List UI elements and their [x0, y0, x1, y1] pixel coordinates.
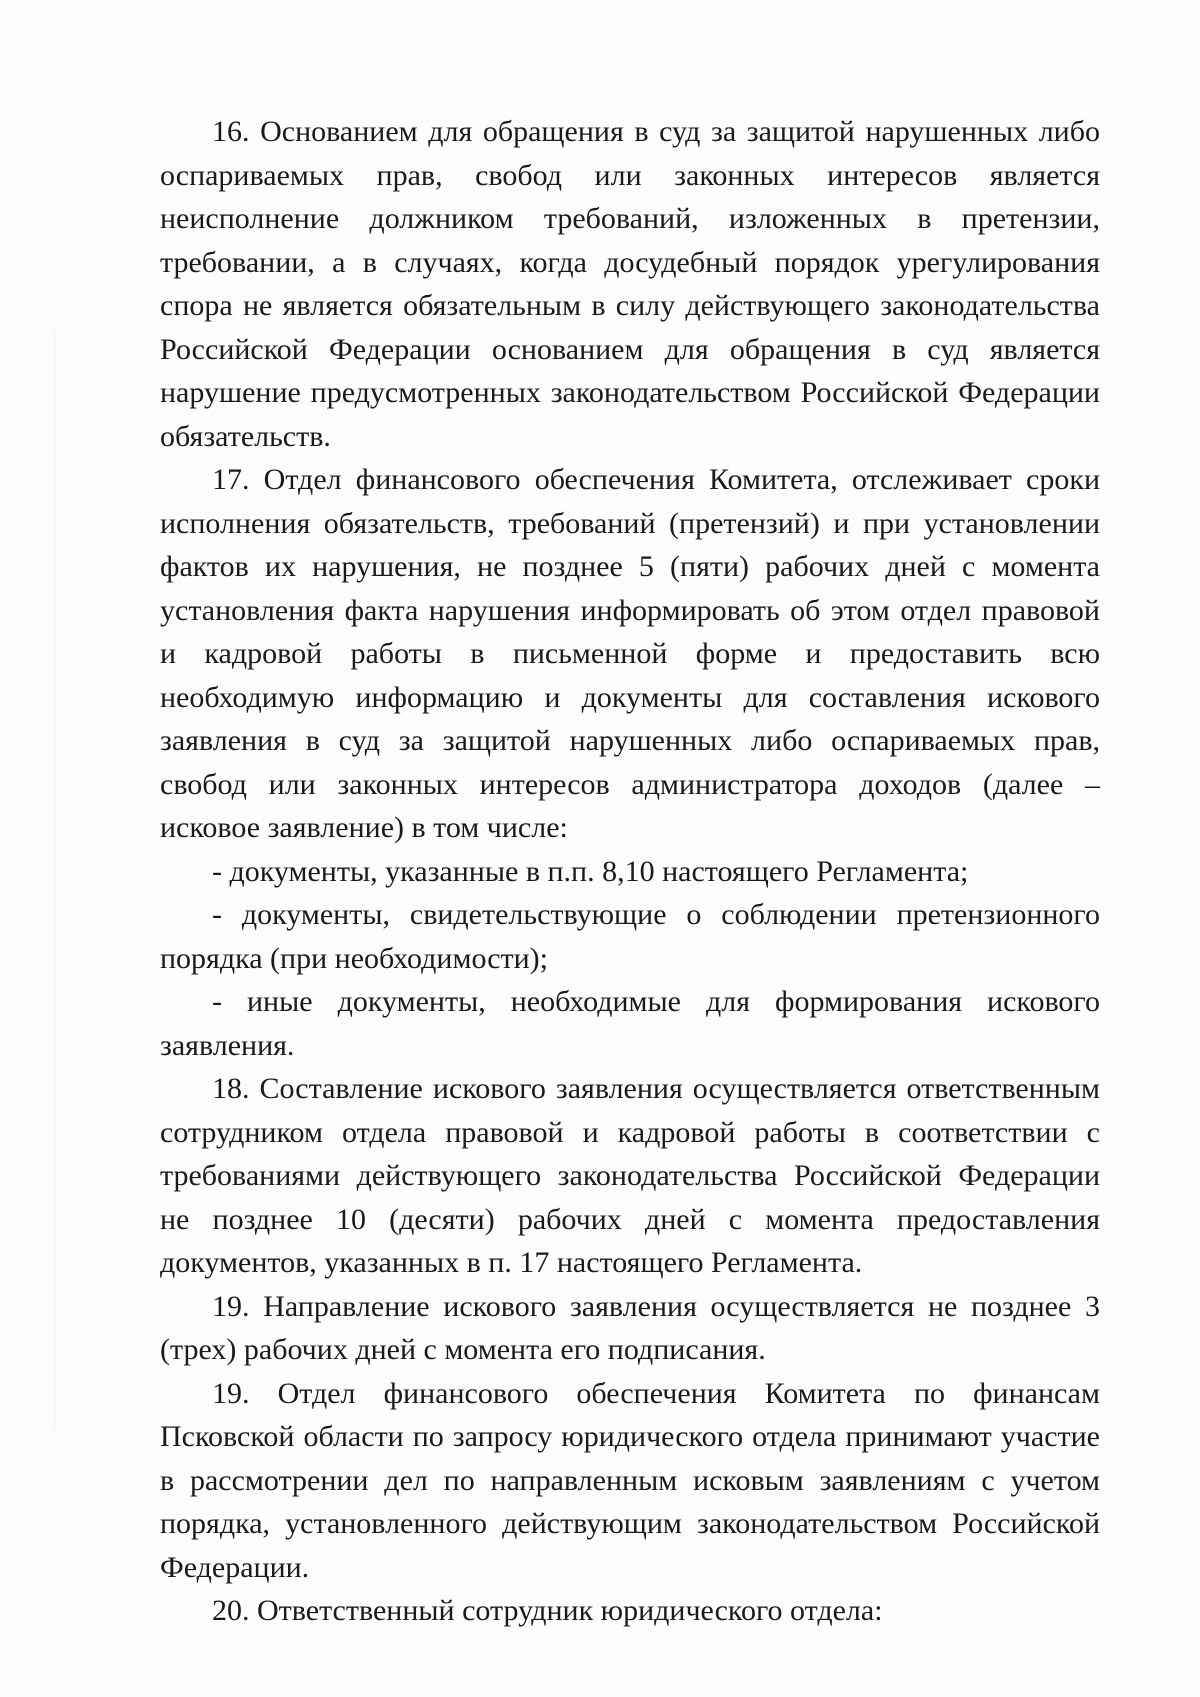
paragraph-18: 18. Составление искового заявления осуществляется ответственным сотрудником отдела правовой и кадровой работы в соответствии с требованиями действующего законодательства Российской Федерации не позднее 10 (десяти) рабочих дней с момента предоставления документов, указанных в п. 17 настоящего Регламента.: [160, 1072, 1100, 1279]
paragraph-17: 17. Отдел финансового обеспечения Комитета, отслеживает сроки исполнения обязательств, требований (претензий) и при установлении фактов их нарушения, не позднее 5 (пяти) рабочих дней с момента установления факта нарушения информировать об этом отдел правовой и кадровой работы в письменной форме и предоставить всю необходимую информацию и документы для составления искового заявления в суд за защитой нарушенных либо оспариваемых прав, свобод или законных интересов администратора доходов (далее – исковое заявление) в том числе:: [160, 463, 1100, 844]
paragraph-20: 20. Ответственный сотрудник юридического отдела:: [212, 1594, 883, 1627]
document-body: [160, 110, 1100, 1633]
list-item-claim-procedure: - документы, свидетельствующие о соблюдении претензионного порядка (при необходимости);: [160, 898, 1100, 975]
list-item-other-documents: - иные документы, необходимые для формирования искового заявления.: [160, 985, 1100, 1062]
paragraph-19-participation: 19. Отдел финансового обеспечения Комитета по финансам Псковской области по запросу юридического отдела принимают участие в рассмотрении дел по направленным исковым заявлениям с учетом порядка, установленного действующим законодательством Российской Федерации.: [160, 1376, 1100, 1584]
scan-artifact-line: [54, 330, 55, 1430]
paragraph-16: 16. Основанием для обращения в суд за защитой нарушенных либо оспариваемых прав, свобод или законных интересов является неисполнение должником требований, изложенных в претензии, требовании, а в случаях, когда досудебный порядок урегулирования спора не является обязательным в силу действующего законодательства Российской Федерации основанием для обращения в суд является нарушение предусмотренных законодательством Российской Федерации обязательств.: [160, 115, 1100, 453]
paragraph-19-sending: 19. Направление искового заявления осуществляется не позднее 3 (трех) рабочих дней с момента его подписания.: [160, 1289, 1100, 1366]
list-item-documents-8-10: - документы, указанные в п.п. 8,10 настоящего Регламента;: [212, 854, 969, 888]
